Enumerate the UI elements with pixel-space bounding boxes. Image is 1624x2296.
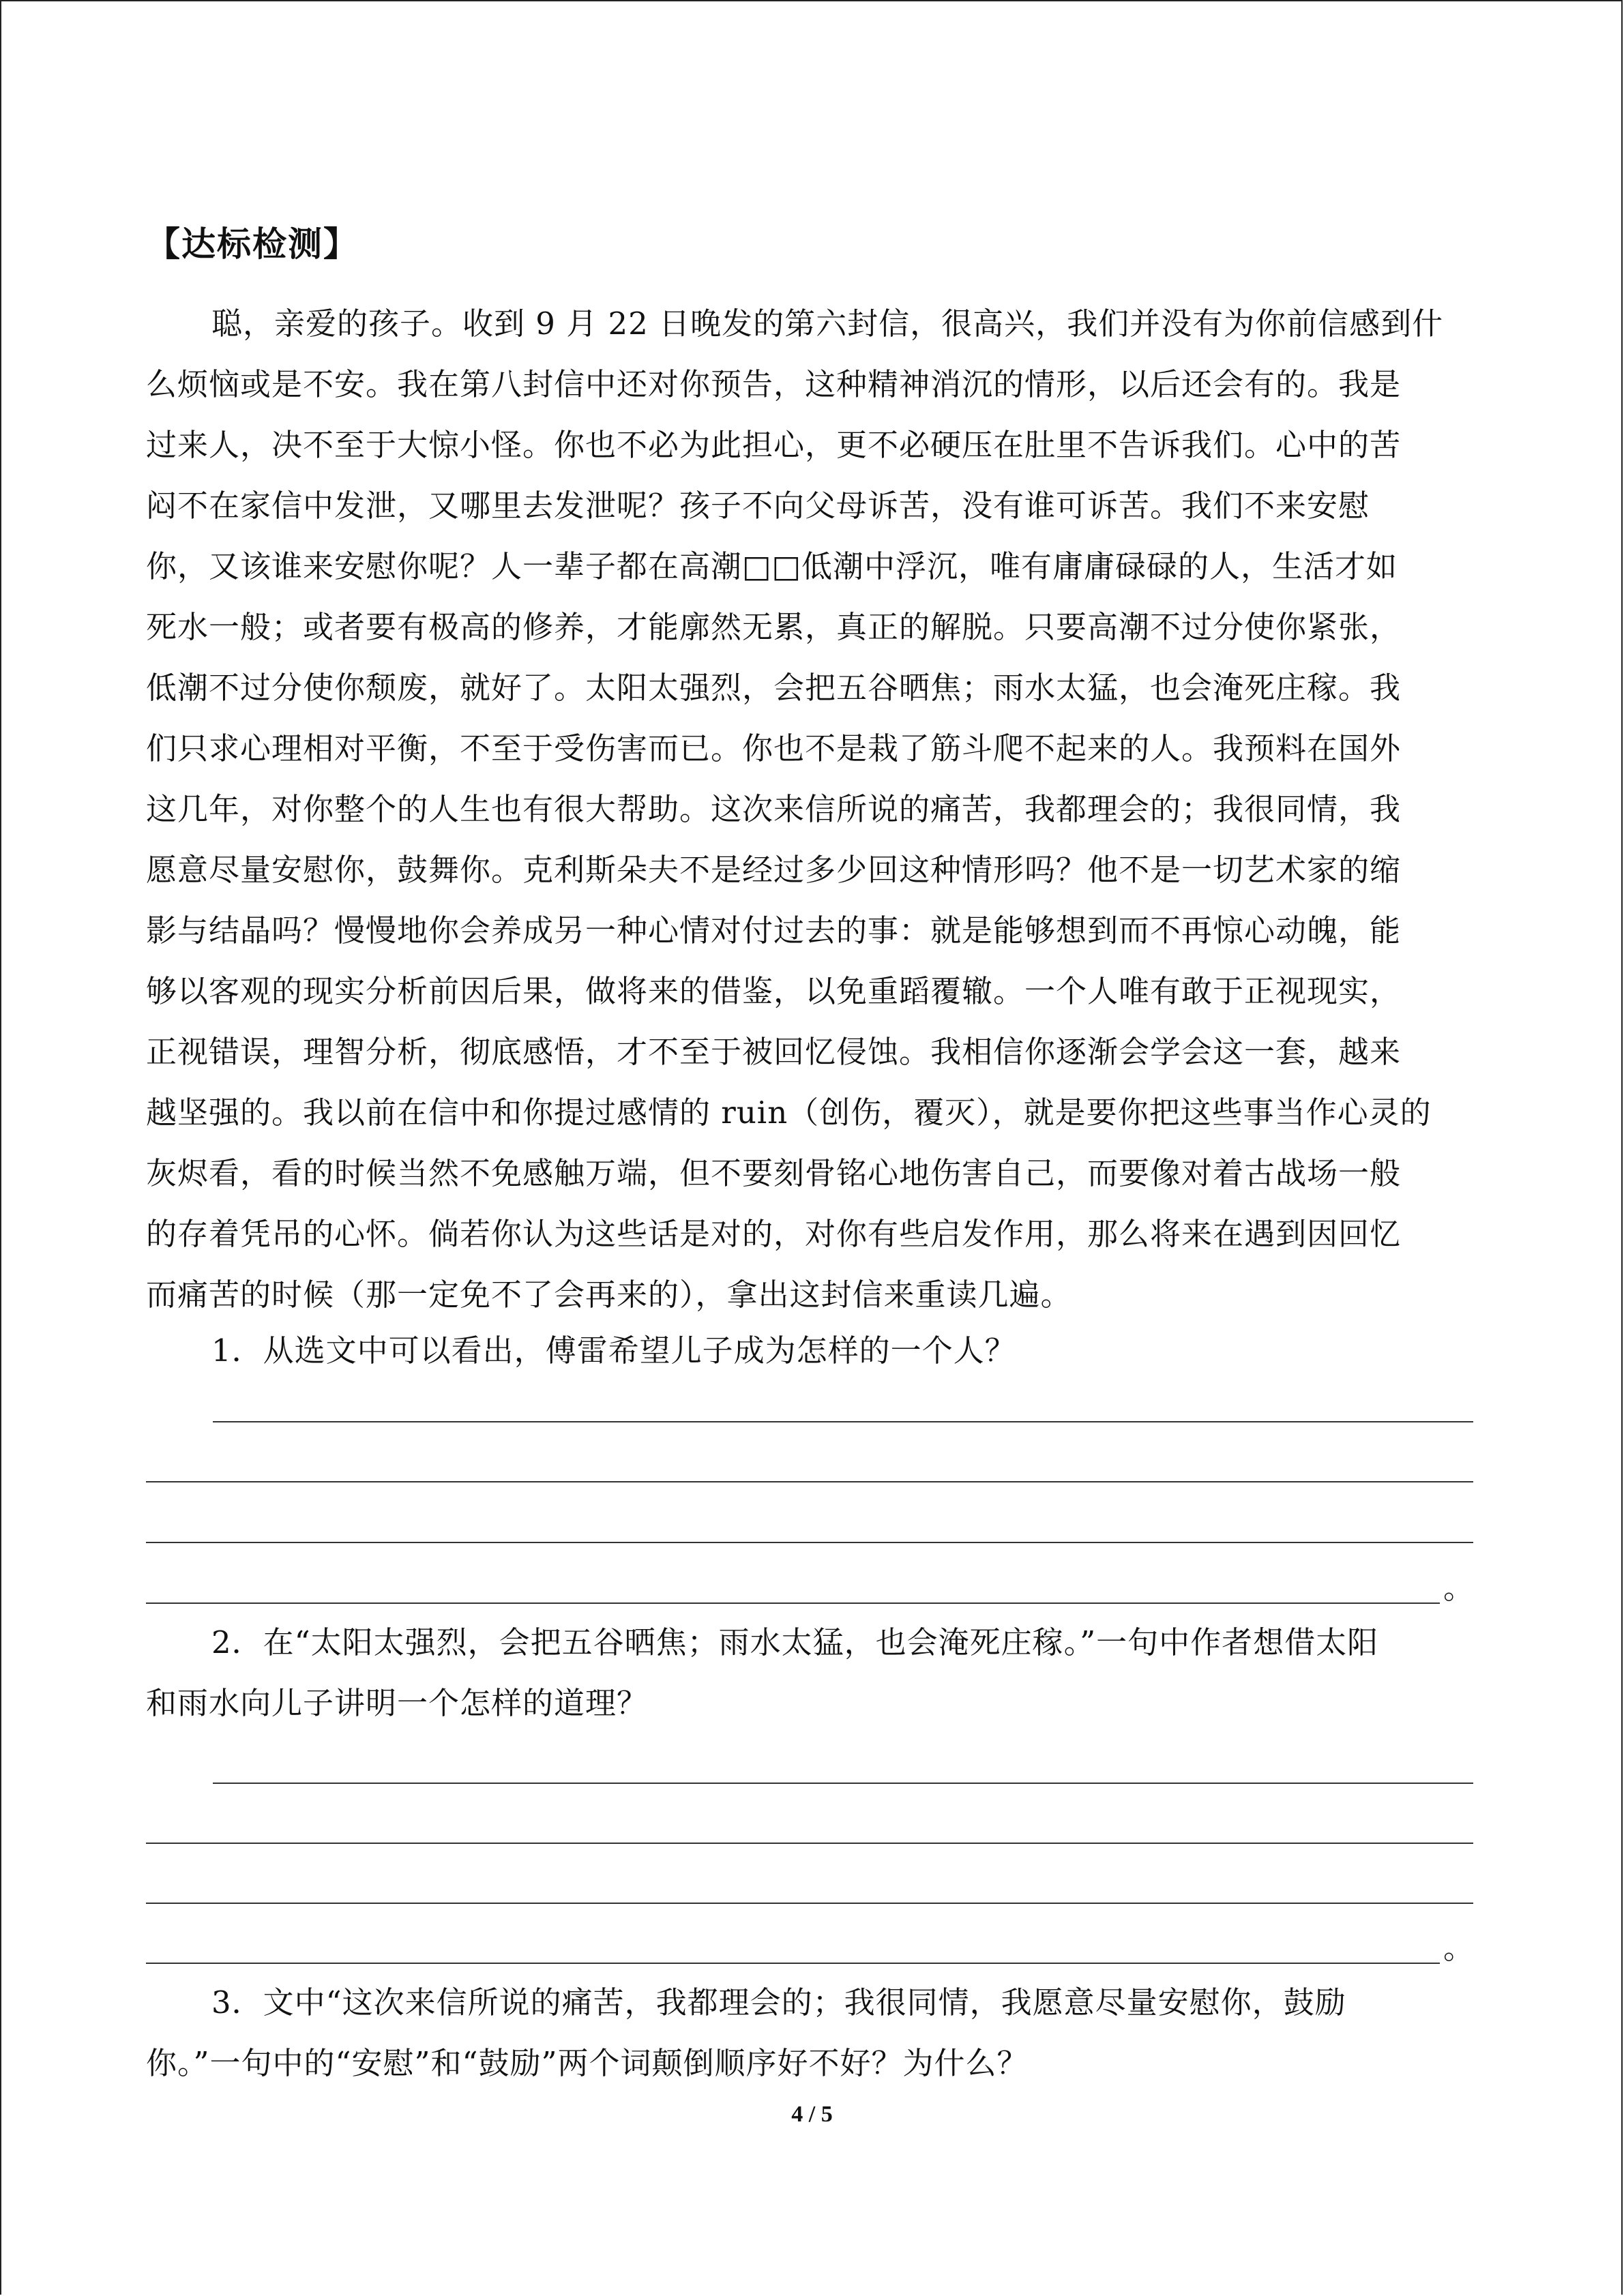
answer-line-q1-3[interactable]: [146, 1542, 1473, 1543]
passage-line: 而痛苦的时候（那一定免不了会再来的），拿出这封信来重读几遍。: [146, 1277, 1072, 1313]
passage-line: 们只求心理相对平衡，不至于受伤害而已。你也不是栽了筋斗爬不起来的人。我预料在国外: [146, 730, 1402, 766]
answer-line-q2-4[interactable]: [146, 1963, 1440, 1964]
page-number: 4 / 5: [791, 2102, 833, 2127]
passage-line: 的存着凭吊的心怀。倘若你认为这些话是对的，对你有些启发作用，那么将来在遇到因回忆: [146, 1216, 1402, 1252]
passage-line: 低潮不过分使你颓废，就好了。太阳太强烈，会把五谷晒焦；雨水太猛，也会淹死庄稼。我: [146, 670, 1402, 706]
passage-line: 越坚强的。我以前在信中和你提过感情的 ruin（创伤，覆灭），就是要你把这些事当作心灵的: [146, 1094, 1432, 1131]
passage-line: 死水一般；或者要有极高的修养，才能廓然无累，真正的解脱。只要高潮不过分使你紧张，: [146, 609, 1402, 645]
passage-line: 闷不在家信中发泄，又哪里去发泄呢？孩子不向父母诉苦，没有谁可诉苦。我们不来安慰: [146, 488, 1370, 524]
passage-line: 够以客观的现实分析前因后果，做将来的借鉴，以免重蹈覆辙。一个人唯有敢于正视现实，: [146, 973, 1402, 1009]
answer-line-q1-2[interactable]: [146, 1481, 1473, 1482]
question-3: [146, 1972, 1476, 2093]
passage-line: 灰烬看，看的时候当然不免感触万端，但不要刻骨铭心地伤害自己，而要像对着古战场一般: [146, 1155, 1402, 1191]
end-period: 。: [1443, 1570, 1475, 1606]
passage-line: 聪，亲爱的孩子。收到 9 月 22 日晚发的第六封信，很高兴，我们并没有为你前信感到什: [211, 305, 1444, 342]
question-text: 和雨水向儿子讲明一个怎样的道理？: [146, 1685, 649, 1721]
passage-line: 这几年，对你整个的人生也有很大帮助。这次来信所说的痛苦，我都理会的；我很同情，我: [146, 791, 1402, 827]
question-text: 你。”一句中的“安慰”和“鼓励”两个词颠倒顺序好不好？为什么？: [146, 2045, 1029, 2081]
section-title: 【达标检测】: [146, 224, 359, 264]
answer-line-q1-1[interactable]: [213, 1421, 1473, 1422]
answer-line-q2-1[interactable]: [213, 1783, 1473, 1784]
answer-line-q1-4[interactable]: [146, 1602, 1440, 1604]
question-2: [146, 1612, 1476, 1733]
passage-line: 你，又该谁来安慰你呢？人一辈子都在高潮□□低潮中浮沉，唯有庸庸碌碌的人，生活才如: [146, 548, 1398, 584]
answer-line-q2-3[interactable]: [146, 1903, 1473, 1904]
passage-line: 影与结晶吗？慢慢地你会养成另一种心情对付过去的事：就是能够想到而不再惊心动魄，能: [146, 912, 1402, 949]
question-text: 3．文中“这次来信所说的痛苦，我都理会的；我很同情，我愿意尽量安慰你，鼓励: [211, 1984, 1346, 2021]
question-1: [146, 1320, 1476, 1381]
reading-passage: [146, 293, 1476, 1325]
passage-line: 么烦恼或是不安。我在第八封信中还对你预告，这种精神消沉的情形，以后还会有的。我是: [146, 366, 1402, 402]
passage-line: 过来人，决不至于大惊小怪。你也不必为此担心，更不必硬压在肚里不告诉我们。心中的苦: [146, 427, 1402, 463]
question-text: 2．在“太阳太强烈，会把五谷晒焦；雨水太猛，也会淹死庄稼。”一句中作者想借太阳: [211, 1624, 1379, 1660]
passage-line: 正视错误，理智分析，彻底感悟，才不至于被回忆侵蚀。我相信你逐渐会学会这一套，越来: [146, 1034, 1402, 1070]
answer-line-q2-2[interactable]: [146, 1843, 1473, 1844]
passage-line: 愿意尽量安慰你，鼓舞你。克利斯朵夫不是经过多少回这种情形吗？他不是一切艺术家的缩: [146, 852, 1402, 888]
question-text: 1．从选文中可以看出，傅雷希望儿子成为怎样的一个人？: [211, 1332, 1016, 1369]
end-period: 。: [1443, 1930, 1475, 1966]
